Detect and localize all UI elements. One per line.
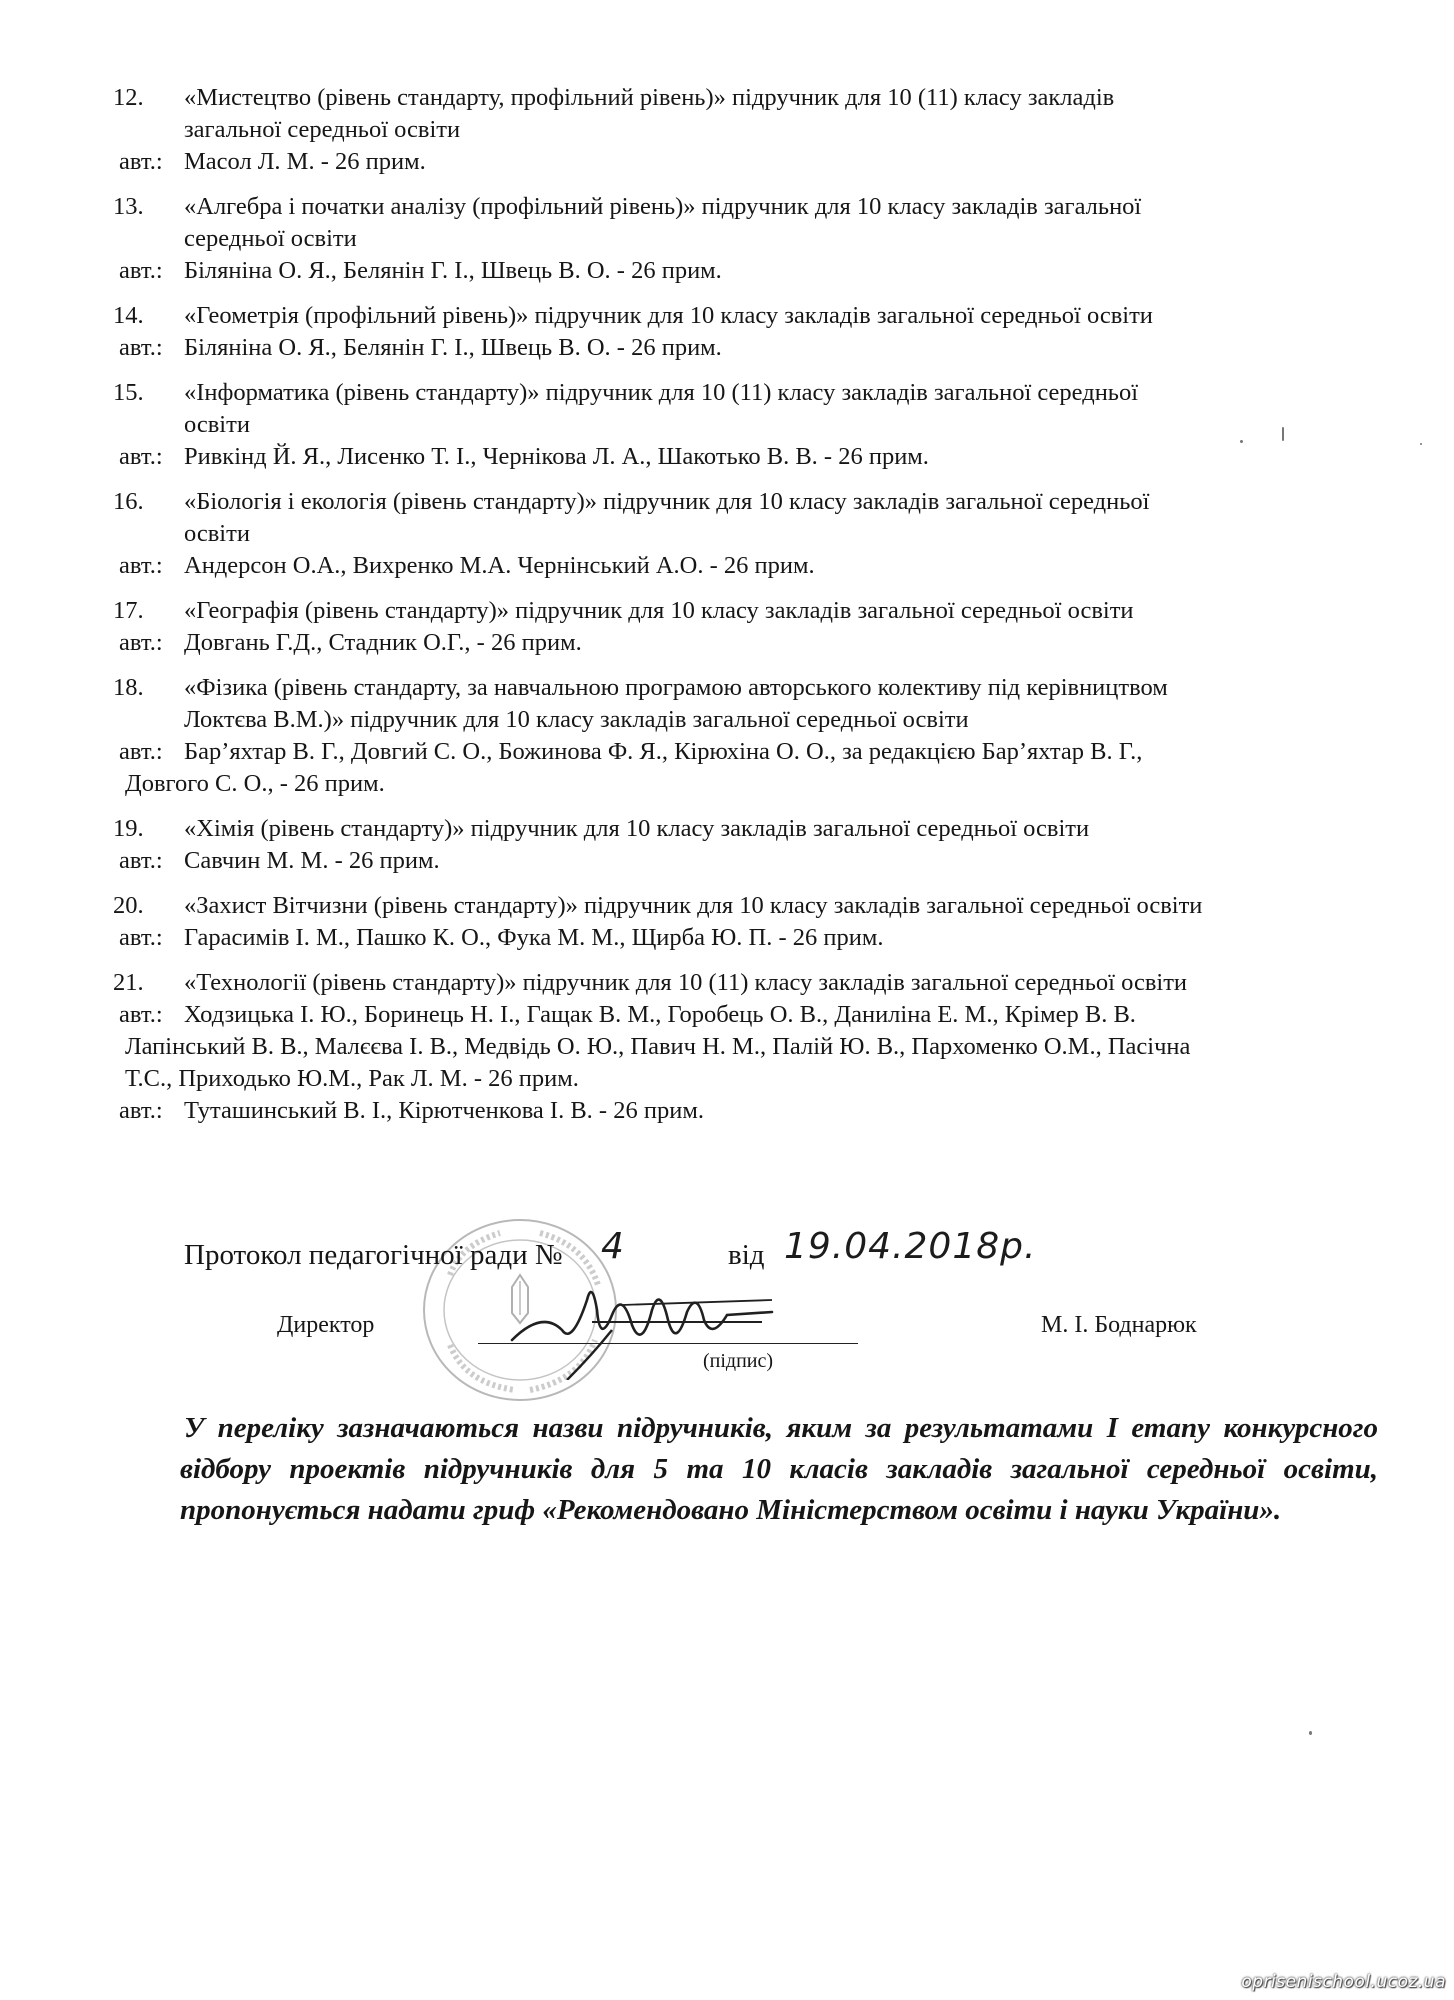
entry-authors-line [113,845,1375,877]
entry-authors-line [113,255,1375,287]
entry-authors-line [113,627,1375,659]
entry-title-line [113,486,1375,518]
entry-authors-text: Андерсон О.А., Вихренко М.А. Чернінський А.О. - 26 прим. [184,552,815,579]
entry-number: 20. [113,892,144,919]
textbook-entry [113,890,1375,954]
protocol-date-prefix: від [728,1239,765,1271]
entry-authors-text: Лапінський В. В., Малєєва І. В., Медвідь О. Ю., Павич Н. М., Палій Ю. В., Пархоменко О.М., Пасічна [125,1033,1191,1060]
author-prefix-label: авт.: [119,1097,163,1124]
textbook-entry [113,672,1375,800]
signature-caption: (підпис) [703,1350,774,1372]
entry-number: 14. [113,302,144,329]
scan-speck [1420,443,1422,445]
author-prefix-label: авт.: [119,738,163,765]
protocol-date-handwritten: 19.04.2018р. [784,1226,1037,1267]
textbook-entry [113,486,1375,582]
entry-title-text: «Хімія (рівень стандарту)» підручник для 10 класу закладів загальної середньої освіти [184,815,1090,842]
author-prefix-label: авт.: [119,847,163,874]
entry-title-text: освіти [184,520,250,547]
entry-authors-line [113,999,1375,1031]
entry-authors-text: Т.С., Приходько Ю.М., Рак Л. М. - 26 прим. [125,1065,579,1092]
entry-authors-text: Бар’яхтар В. Г., Довгий С. О., Божинова Ф. Я., Кірюхіна О. О., за редакцією Бар’яхтар В. Г., [184,738,1143,765]
entry-title-text: освіти [184,411,250,438]
entry-number: 16. [113,488,144,515]
entry-title-line [113,704,1375,736]
entry-authors-line [113,922,1375,954]
entry-title-line [113,518,1375,550]
textbook-entry [113,82,1375,178]
entry-authors-text: Туташинський В. І., Кірютченкова І. В. - 26 прим. [184,1097,704,1124]
entry-title-text: «Геометрія (профільний рівень)» підручник для 10 класу закладів загальної середньої освіти [184,302,1153,329]
entry-title-line [113,672,1375,704]
textbook-entry [113,377,1375,473]
entry-authors-line [113,146,1375,178]
director-label: Директор [277,1312,375,1338]
entry-title-text: «Географія (рівень стандарту)» підручник для 10 класу закладів загальної середньої освіти [184,597,1134,624]
textbook-entry [113,191,1375,287]
entry-title-line [113,82,1375,114]
entry-title-line [113,300,1375,332]
entry-number: 15. [113,379,144,406]
entry-title-line [113,967,1375,999]
entry-authors-text: Біляніна О. Я., Белянін Г. І., Швець В. О. - 26 прим. [184,334,722,361]
entry-number: 17. [113,597,144,624]
author-prefix-label: авт.: [119,552,163,579]
author-prefix-label: авт.: [119,1001,163,1028]
entry-title-text: «Захист Вітчизни (рівень стандарту)» підручник для 10 класу закладів загальної середньої освіти [184,892,1203,919]
entry-title-line [113,890,1375,922]
entry-authors-line [113,736,1375,768]
entry-authors-text: Савчин М. М. - 26 прим. [184,847,440,874]
entry-title-line [113,595,1375,627]
entry-authors-text: Довгань Г.Д., Стадник О.Г., - 26 прим. [184,629,582,656]
entry-title-line [113,813,1375,845]
textbook-entry [113,595,1375,659]
entry-title-text: загальної середньої освіти [184,116,461,143]
entry-authors-text: Ривкінд Й. Я., Лисенко Т. І., Чернікова Л. А., Шакотько В. В. - 26 прим. [184,443,929,470]
author-prefix-label: авт.: [119,148,163,175]
director-name: М. І. Боднарюк [1041,1312,1197,1338]
entry-authors-text: Довгого С. О., - 26 прим. [125,770,385,797]
entry-title-text: Локтєва В.М.)» підручник для 10 класу закладів загальної середньої освіти [184,706,969,733]
entry-number: 18. [113,674,144,701]
entry-title-line [113,114,1375,146]
entry-number: 21. [113,969,144,996]
protocol-text: Протокол педагогічної ради № [184,1239,563,1271]
textbook-entry [113,813,1375,877]
entry-title-text: «Технології (рівень стандарту)» підручник для 10 (11) класу закладів загальної середньої освіти [184,969,1188,996]
entry-authors-line [113,332,1375,364]
entry-authors-line [113,550,1375,582]
textbook-entry [113,300,1375,364]
entry-title-text: «Фізика (рівень стандарту, за навчальною програмою авторського колективу під керівництвом [184,674,1168,701]
entry-title-line [113,191,1375,223]
entry-number: 19. [113,815,144,842]
scan-speck [1240,440,1243,443]
scan-speck [1282,427,1284,441]
entry-authors-text: Біляніна О. Я., Белянін Г. І., Швець В. О. - 26 прим. [184,257,722,284]
author-prefix-label: авт.: [119,257,163,284]
protocol-number-handwritten: 4 [601,1226,625,1267]
entry-title-text: «Алгебра і початки аналізу (профільний рівень)» підручник для 10 класу закладів загальної [184,193,1142,220]
entry-authors-line [113,1095,1375,1127]
site-watermark: oprisenischool.ucoz.ua [1241,1972,1446,1992]
entry-number: 13. [113,193,144,220]
entry-authors-text: Масол Л. М. - 26 прим. [184,148,426,175]
author-prefix-label: авт.: [119,629,163,656]
entry-title-text: «Інформатика (рівень стандарту)» підручник для 10 (11) класу закладів загальної середньої [184,379,1139,406]
entry-authors-line [113,768,1375,800]
entry-authors-text: Ходзицька І. Ю., Боринець Н. І., Гащак В. М., Горобець О. В., Даниліна Е. М., Крімер В. В. [184,1001,1136,1028]
entry-title-line [113,409,1375,441]
entry-authors-text: Гарасимів І. М., Пашко К. О., Фука М. М., Щирба Ю. П. - 26 прим. [184,924,884,951]
protocol-line [184,1226,1037,1275]
entry-authors-line [113,1063,1375,1095]
entry-title-text: «Біологія і екологія (рівень стандарту)» підручник для 10 класу закладів загальної середньої [184,488,1150,515]
textbook-entry [113,967,1375,1127]
entry-authors-line [113,441,1375,473]
entry-title-line [113,377,1375,409]
textbook-list [113,82,1375,1140]
entry-title-line [113,223,1375,255]
entry-title-text: «Мистецтво (рівень стандарту, профільний рівень)» підручник для 10 (11) класу закладів [184,84,1115,111]
author-prefix-label: авт.: [119,443,163,470]
author-prefix-label: авт.: [119,924,163,951]
author-prefix-label: авт.: [119,334,163,361]
entry-title-text: середньої освіти [184,225,357,252]
entry-authors-line [113,1031,1375,1063]
footnote-italic: У переліку зазначаються назви підручників, яким за результатами І етапу конкурсного відбору проектів підручників для 5 та 10 класів закладів загальної середньої освіти, пропонується надати гриф «Рекомендовано Міністерством освіти і науки України». [180,1412,1378,1526]
entry-number: 12. [113,84,144,111]
scan-speck [1309,1731,1312,1735]
